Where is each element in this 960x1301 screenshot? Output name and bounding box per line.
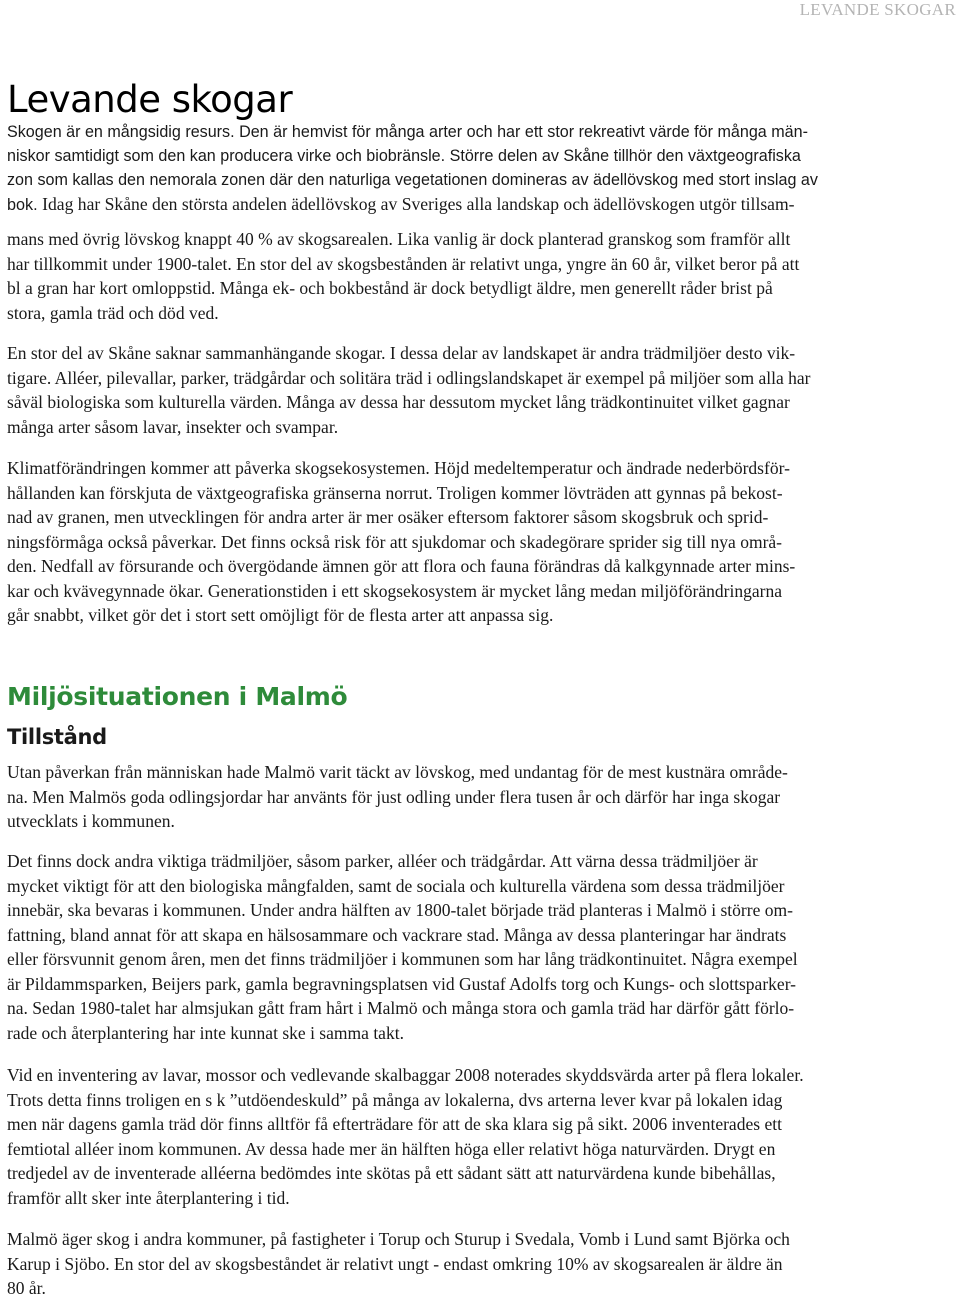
text-line: går snabbt, vilket gör det i stort sett omöjligt för de flesta arter att anpassa sig. [7, 605, 554, 625]
text-line: Det finns dock andra viktiga trädmiljöer, såsom parker, alléer och trädgårdar. Att värna dessa trädmiljöer är [7, 851, 758, 871]
text-line: eller försvunnit genom åren, men det finns trädmiljöer i kommunen som har lång trädkontinuitet. Några exempel [7, 949, 798, 969]
text-line: mycket viktigt för att den biologiska mångfalden, samt de sociala och kulturella värdena som dessa trädmiljöer [7, 875, 785, 896]
text-line: Trots detta finns troligen en s k ”utdöendeskuld” på många av lokalerna, dvs arterna lever kvar på lokalen idag [7, 1089, 783, 1110]
intro-paragraph [7, 120, 959, 217]
text-line: femtiotal alléer inom kommunen. Av dessa hade mer än hälften höga eller relativt höga naturvärden. Drygt en [7, 1138, 776, 1159]
paragraph-7 [7, 1227, 959, 1301]
text-line: fattning, bland annat för att skapa en hälsosammare och vackrare stad. Många av dessa planteringar har ändrats [7, 924, 787, 945]
text-line: mans med övrig lövskog knappt 40 % av skogsarealen. Lika vanlig är dock planterad granskog som framför allt [7, 229, 791, 249]
text-line: Idag har Skåne den största andelen ädellövskog av Sveriges alla landskap och ädellövskogen utgör tillsam- [42, 194, 795, 214]
text-line: har tillkommit under 1900-talet. En stor del av skogsbestånden är relativt unga, yngre än 60 år, vilket beror på att [7, 253, 800, 274]
text-line: hållanden kan förskjuta de växtgeografiska gränserna norrut. Troligen kommer lövträden att gynnas på bekost- [7, 482, 783, 503]
text-line: stora, gamla träd och död ved. [7, 302, 219, 323]
text-line: kar och kvävegynnade ökar. Generationstiden i ett skogsekosystem är mycket lång medan miljöförändringarna [7, 580, 783, 601]
text-line: bl a gran har kort omloppstid. Många ek- och bokbestånd är dock betydligt äldre, men generellt råder brist på [7, 278, 773, 298]
text-line: ningsförmåga också påverkar. Det finns också risk för att sjukdomar och skadegörare sprider sig till nya områ- [7, 531, 783, 552]
text-line: innebär, ska bevaras i kommunen. Under andra hälften av 1800-talet började träd planteras i Malmö i större om- [7, 900, 793, 920]
text-line: den. Nedfall av försurande och övergödande ämnen gör att flora och fauna förändras då kalkgynnade arter mins- [7, 556, 796, 576]
text-line: men när dagens gamla träd dör finns alltför få efterträdare för att de ska klara sig på sikt. 2006 inventerades ett [7, 1114, 782, 1134]
paragraph-4 [7, 760, 959, 834]
text-line: Vid en inventering av lavar, mossor och vedlevande skalbaggar 2008 noterades skyddsvärda arter på flera lokaler. [7, 1065, 804, 1085]
text-line: zon som kallas den nemorala zonen där den naturliga vegetationen domineras av ädellövskog med stort inslag av [7, 171, 818, 189]
page-title: Levande skogar [7, 78, 293, 121]
text-line: Klimatförändringen kommer att påverka skogsekosystemen. Höjd medeltemperatur och ändrade nederbördsför- [7, 458, 790, 478]
text-line: tredjedel av de inventerade alléerna bedömdes inte skötas på ett sådant sätt att naturvärdena kunde bibehållas, [7, 1163, 776, 1183]
text-line: En stor del av Skåne saknar sammanhängande skogar. I dessa delar av landskapet är andra trädmiljöer desto vik- [7, 343, 796, 363]
text-line: många arter såsom lavar, insekter och svampar. [7, 416, 339, 437]
paragraph-1 [7, 227, 959, 325]
text-line: Karup i Sjöbo. En stor del av skogsbeståndet är relativt ungt - endast omkring 10% av skogsarealen är äldre än [7, 1253, 783, 1274]
paragraph-2 [7, 341, 959, 439]
text-line: är Pildammsparken, Beijers park, gamla begravningsplatsen vid Gustaf Adolfs torg och Kungs- och slottsparker- [7, 973, 797, 994]
text-line: tigare. Alléer, pilevallar, parker, trädgårdar och solitära träd i odlingslandskapet är exempel på miljöer som alla har [7, 367, 811, 388]
text-line: såväl biologiska som kulturella värden. Många av dessa har dessutom mycket lång trädkontinuitet vilket gagnar [7, 392, 790, 412]
paragraph-6 [7, 1063, 959, 1210]
running-head: LEVANDE SKOGAR [799, 0, 956, 19]
paragraph-5 [7, 849, 959, 1045]
text-line: 80 år. [7, 1278, 46, 1298]
paragraph-3 [7, 456, 959, 628]
text-line: rade och återplantering har inte kunnat ske i samma takt. [7, 1022, 404, 1043]
text-line: niskor samtidigt som den kan producera virke och biobränsle. Större delen av Skåne tillhör den växtgeografiska [7, 147, 801, 165]
text-line: nad av granen, men utvecklingen för andra arter är mer osäker eftersom faktorer såsom skogsbruk och sprid- [7, 507, 769, 527]
section-heading: Miljösituationen i Malmö [7, 682, 348, 711]
text-line: utvecklats i kommunen. [7, 811, 175, 831]
text-line: Malmö äger skog i andra kommuner, på fastigheter i Torup och Sturup i Svedala, Vomb i Lund samt Björka och [7, 1229, 790, 1249]
text-line: bok. [7, 196, 38, 214]
text-line: na. Sedan 1980-talet har almsjukan gått fram hårt i Malmö och många stora och gamla träd har därför gått förlo- [7, 998, 795, 1018]
text-line: Skogen är en mångsidig resurs. Den är hemvist för många arter och har ett stor rekreativt värde för många män- [7, 123, 808, 141]
text-line: framför allt sker inte återplantering i tid. [7, 1187, 290, 1208]
text-line: Utan påverkan från människan hade Malmö varit täckt av lövskog, med undantag för de mest kustnära område- [7, 762, 788, 782]
sub-heading: Tillstånd [7, 725, 107, 749]
text-line: na. Men Malmös goda odlingsjordar har använts för just odling under flera tusen år och därför har inga skogar [7, 786, 781, 807]
